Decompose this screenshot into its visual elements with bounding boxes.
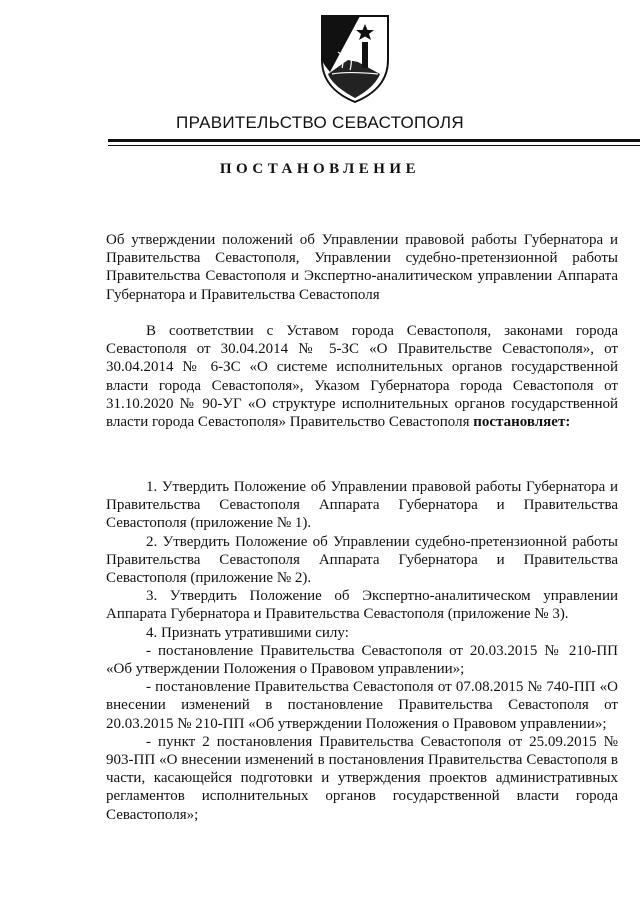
repealed-item: - постановление Правительства Севастополя от 07.08.2015 № 740-ПП «О внесении изменений в постановление Правительства Севастополя от 20.03.2015 № 210-ПП «Об утверждении Положения о Правовом управлении»; bbox=[106, 679, 618, 732]
resolution-items bbox=[106, 478, 618, 824]
preamble bbox=[106, 322, 618, 431]
list-item: 2. Утвердить Положение об Управлении судебно-претензионной работы Правительства Севастополя Аппарата Губернатора и Правительства Севастополя (приложение № 2). bbox=[106, 533, 618, 587]
list-item: 3. Утвердить Положение об Экспертно-аналитическом управлении Аппарата Губернатора и Правительства Севастополя (приложение № 3). bbox=[106, 588, 618, 623]
repealed-item: - пункт 2 постановления Правительства Севастополя от 25.09.2015 № 903-ПП «О внесении изменений в постановления Правительства Севастополя в части, касающейся подготовки и утверждения проектов административных регламентов исполнительных органов государственной власти города Севастополя»; bbox=[106, 733, 618, 823]
document-subject: Об утверждении положений об Управлении правовой работы Губернатора и Правительства Севастополя, Управлении судебно-претензионной работы Правительства Севастополя и Экспертно-аналитическом управлении Аппарата Губернатора и Правительства Севастополя bbox=[106, 232, 618, 303]
list-item: 1. Утвердить Положение об Управлении правовой работы Губернатора и Правительства Севастополя Аппарата Губернатора и Правительства Севастополя (приложение № 1). bbox=[106, 479, 618, 532]
document-type: ПОСТАНОВЛЕНИЕ bbox=[219, 161, 421, 177]
repealed-item: - постановление Правительства Севастополя от 20.03.2015 № 210-ПП «Об утверждении Положения о Правовом управлении»; bbox=[106, 642, 618, 678]
list-item: 4. Признать утратившими силу: bbox=[146, 624, 349, 641]
preamble-text: В соответствии с Уставом города Севастополя, законами города Севастополя от 30.04.2014 № 5-ЗС «О Правительстве Севастополя», от 30.04.2014 № 6-ЗС «О системе исполнительных органов государственной власти города Севастополя», Указом Губернатора города Севастополя от 31.10.2020 № 90-УГ «О структуре исполнительных органов государственной власти города Севастополя» Правительство Севастополя bbox=[106, 323, 618, 431]
header-divider-thin bbox=[108, 145, 640, 146]
decree-word: постановляет: bbox=[473, 414, 571, 431]
government-title: ПРАВИТЕЛЬСТВО СЕВАСТОПОЛЯ bbox=[176, 113, 464, 132]
sevastopol-coat-of-arms-icon bbox=[318, 12, 392, 104]
header-divider bbox=[108, 139, 640, 142]
